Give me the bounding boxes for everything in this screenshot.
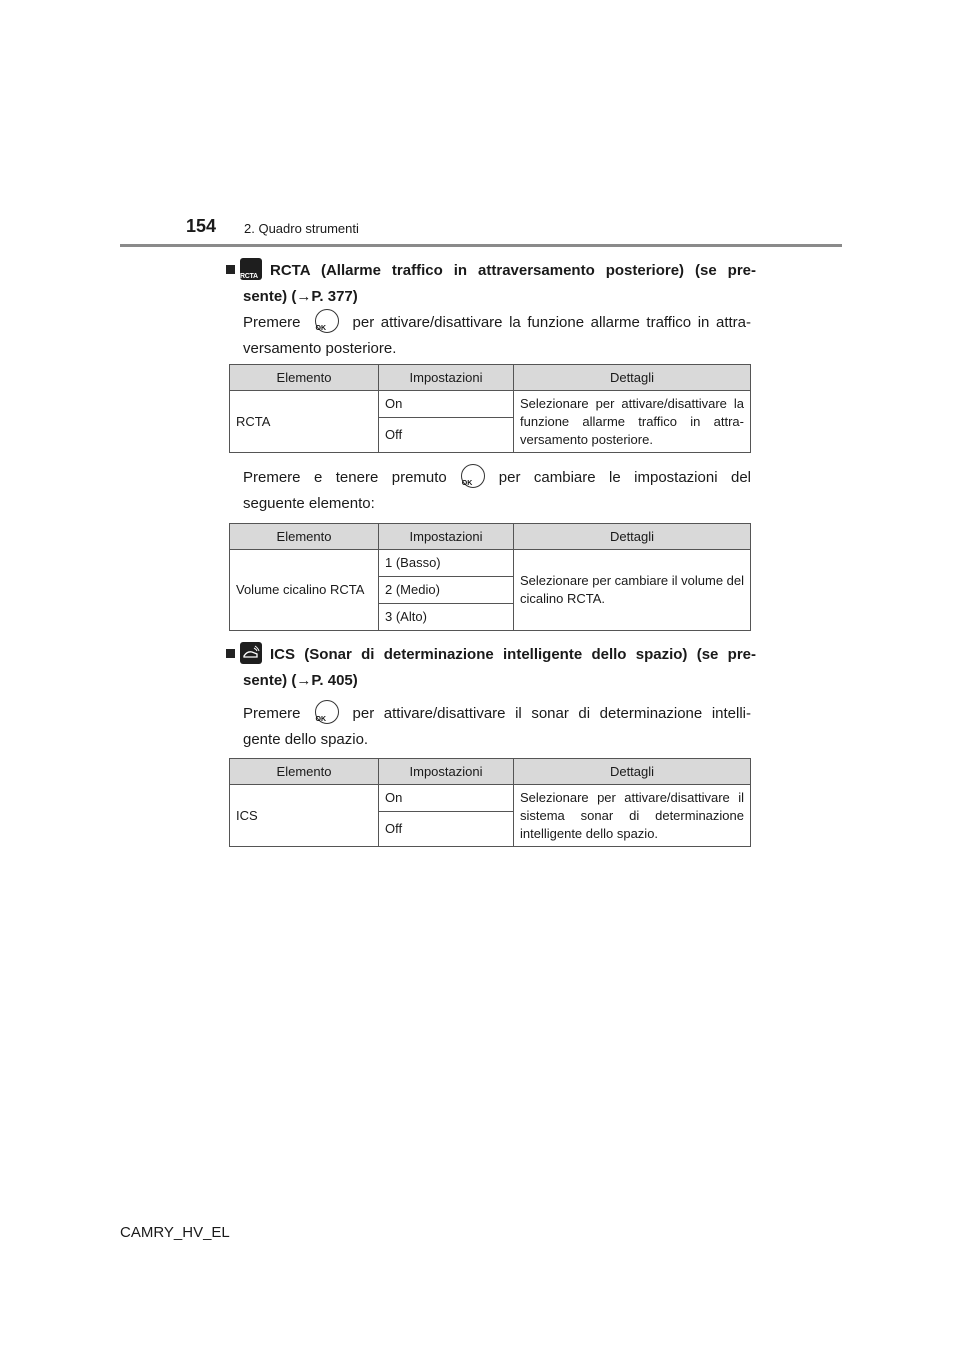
volume-instruction-text: per cambiare le impostazioni del bbox=[498, 469, 751, 486]
volume-instruction-line2: seguente elemento: bbox=[243, 495, 375, 512]
ics-instruction-line2: gente dello spazio. bbox=[243, 731, 369, 748]
setting-cell: On bbox=[379, 391, 514, 418]
page-number: 154 bbox=[186, 216, 217, 236]
table-header-row bbox=[230, 524, 751, 550]
chapter-title: 2. Quadro strumenti bbox=[244, 221, 359, 236]
rcta-instruction-text: per attivare/disattivare la funzione allarme traffico in attra- bbox=[352, 314, 751, 331]
document-code: CAMRY_HV_EL bbox=[120, 1224, 230, 1241]
details-cell: Selezionare per attivare/disattivare la funzione allarme traffico in attra-versamento posteriore. bbox=[514, 391, 751, 453]
table-header-row bbox=[230, 759, 751, 785]
bullet-square-icon bbox=[226, 649, 235, 658]
rcta-instruction-prefix: Premere bbox=[243, 314, 301, 331]
rcta-section-heading bbox=[226, 258, 756, 310]
column-header: Impostazioni bbox=[379, 365, 514, 391]
column-header: Impostazioni bbox=[379, 524, 514, 550]
details-cell: Selezionare per cambiare il volume del cicalino RCTA. bbox=[514, 550, 751, 631]
rcta-title-line2: sente) (→P. 377) bbox=[243, 288, 358, 305]
table-header-row bbox=[230, 365, 751, 391]
ics-section-heading bbox=[226, 642, 756, 694]
rcta-volume-table bbox=[229, 523, 751, 631]
header-rule bbox=[120, 244, 842, 247]
bullet-square-icon bbox=[226, 265, 235, 274]
setting-cell: Off bbox=[379, 812, 514, 847]
table-row bbox=[230, 550, 751, 577]
ics-settings-table bbox=[229, 758, 751, 847]
ics-instruction bbox=[243, 700, 751, 753]
setting-cell: On bbox=[379, 785, 514, 812]
ics-instruction-text: per attivare/disattivare il sonar di determinazione intelli- bbox=[352, 705, 751, 722]
rcta-settings-table bbox=[229, 364, 751, 453]
details-cell: Selezionare per attivare/disattivare il sistema sonar di determinazione intelligente dello spazio. bbox=[514, 785, 751, 847]
ok-button-icon bbox=[315, 309, 339, 333]
ok-button-icon bbox=[315, 700, 339, 724]
volume-instruction-prefix: Premere e tenere premuto bbox=[243, 469, 447, 486]
column-header: Dettagli bbox=[514, 759, 751, 785]
rcta-instruction-line2: versamento posteriore. bbox=[243, 340, 397, 357]
column-header: Dettagli bbox=[514, 365, 751, 391]
rcta-volume-instruction bbox=[243, 464, 751, 517]
column-header: Elemento bbox=[230, 759, 379, 785]
ics-icon bbox=[240, 642, 262, 664]
table-row bbox=[230, 785, 751, 812]
rcta-title-line1: RCTA (Allarme traffico in attraversamento posteriore) (se pre- bbox=[270, 262, 756, 279]
item-cell: ICS bbox=[230, 785, 379, 847]
setting-cell: 2 (Medio) bbox=[379, 577, 514, 604]
setting-cell: 3 (Alto) bbox=[379, 604, 514, 631]
ics-title-line2: sente) (→P. 405) bbox=[243, 672, 358, 689]
setting-cell: 1 (Basso) bbox=[379, 550, 514, 577]
ics-instruction-prefix: Premere bbox=[243, 705, 301, 722]
column-header: Elemento bbox=[230, 524, 379, 550]
setting-cell: Off bbox=[379, 418, 514, 453]
column-header: Impostazioni bbox=[379, 759, 514, 785]
rcta-instruction bbox=[243, 309, 751, 362]
table-row bbox=[230, 391, 751, 418]
item-cell: RCTA bbox=[230, 391, 379, 453]
rcta-icon bbox=[240, 258, 262, 280]
item-cell: Volume cicalino RCTA bbox=[230, 550, 379, 631]
column-header: Elemento bbox=[230, 365, 379, 391]
ok-button-icon bbox=[461, 464, 485, 488]
ics-title-line1: ICS (Sonar di determinazione intelligente dello spazio) (se pre- bbox=[270, 646, 756, 663]
column-header: Dettagli bbox=[514, 524, 751, 550]
